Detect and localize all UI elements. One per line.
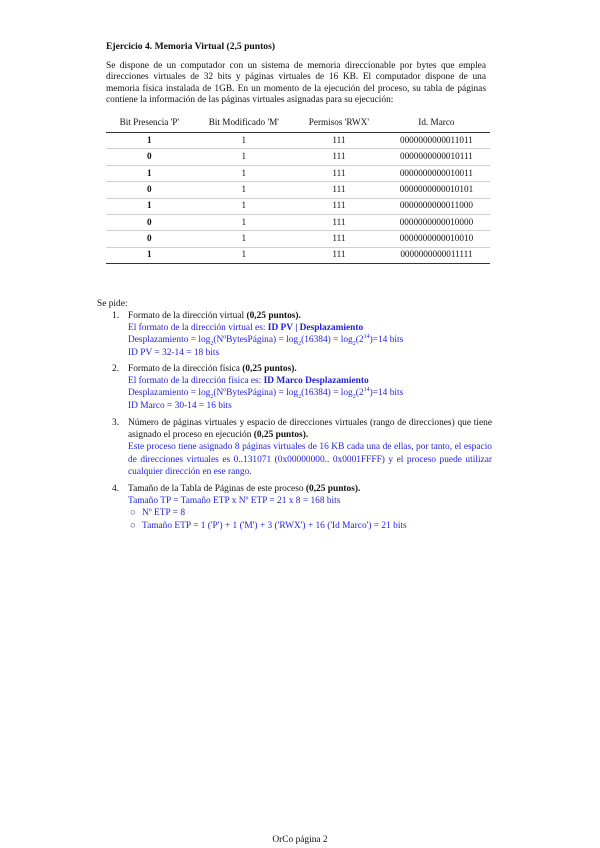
answer-line: Tamaño TP = Tamaño ETP x Nº ETP = 21 x 8 = 168 bits: [128, 496, 341, 507]
circle-bullet-icon: ○: [130, 520, 136, 531]
question-text: Formato de la dirección física (0,25 puntos).: [128, 364, 297, 374]
page-footer: OrCo página 2: [272, 835, 328, 845]
question-text: Tamaño de la Tabla de Páginas de este proceso (0,25 puntos).: [128, 484, 361, 494]
questions-heading: Se pide:: [97, 299, 128, 309]
answer-line: ID Marco = 30-14 = 16 bits: [128, 400, 232, 411]
table-row: [106, 198, 490, 214]
exercise-intro: Se dispone de un computador con un sistema de memoria direccionable por bytes que emplea direcciones virtuales de 32 bits y páginas virtuales de 16 KB. El computador dispone de una memoria física instalada de 1GB. En un momento de la ejecución del proceso, su tabla de páginas contiene la información de las páginas virtuales asignadas para su ejecución:: [106, 61, 486, 106]
table-row: [106, 149, 490, 165]
circle-bullet-icon: ○: [130, 508, 136, 519]
modified-cell: 1: [193, 198, 295, 214]
frame-id-cell: 0000000000011111: [383, 247, 490, 263]
permissions-cell: 111: [295, 133, 383, 149]
presence-cell: 1: [106, 165, 193, 181]
table-row: [106, 182, 490, 198]
table-row: [106, 165, 490, 181]
frame-id-cell: 0000000000010111: [383, 149, 490, 165]
header-frame-id: Id. Marco: [383, 114, 490, 133]
modified-cell: 1: [193, 182, 295, 198]
question-2: [112, 363, 492, 412]
question-number: 2.: [112, 364, 120, 374]
frame-id-cell: 0000000000011000: [383, 198, 490, 214]
frame-id-cell: 0000000000010010: [383, 231, 490, 247]
presence-cell: 1: [106, 198, 193, 214]
question-text: Formato de la dirección virtual (0,25 puntos).: [128, 311, 301, 321]
modified-cell: 1: [193, 149, 295, 165]
question-number: 3.: [112, 418, 120, 428]
presence-cell: 0: [106, 231, 193, 247]
question-number: 1.: [112, 311, 120, 321]
permissions-cell: 111: [295, 165, 383, 181]
answer-bullet: ○ Nº ETP = 8: [130, 508, 186, 519]
presence-cell: 1: [106, 133, 193, 149]
question-1: [112, 310, 492, 359]
answer-formula: Desplazamiento = $\log_2(NºBytesPágina) = \log_2(16384) = \log_2(2^{14})=14$ bits: [128, 387, 404, 401]
page-table-header-row: [106, 114, 490, 133]
question-4: [112, 483, 492, 532]
header-permissions: Permisos 'RWX': [295, 114, 383, 133]
modified-cell: 1: [193, 214, 295, 230]
modified-cell: 1: [193, 133, 295, 149]
answer-formula: Desplazamiento = $\log_2(NºBytesPágina) = \log_2(16384) = \log_2(2^{14})=14$ bits: [128, 334, 404, 348]
table-row: [106, 231, 490, 247]
question-number: 4.: [112, 484, 120, 494]
table-row: [106, 133, 490, 149]
answer-line: El formato de la dirección virtual es: ID PV | Desplazamiento: [128, 323, 364, 334]
modified-cell: 1: [193, 247, 295, 263]
table-row: [106, 214, 490, 230]
modified-cell: 1: [193, 165, 295, 181]
frame-id-cell: 0000000000010011: [383, 165, 490, 181]
presence-cell: 1: [106, 247, 193, 263]
permissions-cell: 111: [295, 247, 383, 263]
answer-line: ID PV = 32-14 = 18 bits: [128, 347, 220, 358]
presence-cell: 0: [106, 214, 193, 230]
answer-line: El formato de la dirección física es: ID Marco Desplazamiento: [128, 376, 369, 387]
presence-cell: 0: [106, 182, 193, 198]
permissions-cell: 111: [295, 149, 383, 165]
frame-id-cell: 0000000000010000: [383, 214, 490, 230]
permissions-cell: 111: [295, 182, 383, 198]
permissions-cell: 111: [295, 214, 383, 230]
permissions-cell: 111: [295, 231, 383, 247]
exercise-title: Ejercicio 4. Memoria Virtual (2,5 puntos): [106, 41, 276, 52]
answer-bullet: ○ Tamaño ETP = 1 ('P') + 1 ('M') + 3 ('RWX') + 16 ('Id Marco') = 21 bits: [130, 520, 407, 531]
modified-cell: 1: [193, 231, 295, 247]
page-table: [106, 114, 490, 264]
frame-id-cell: 0000000000011011: [383, 133, 490, 149]
permissions-cell: 111: [295, 198, 383, 214]
frame-id-cell: 0000000000010101: [383, 182, 490, 198]
header-modified-bit: Bit Modificado 'M': [193, 114, 295, 133]
table-row: [106, 247, 490, 263]
question-3: [112, 417, 492, 478]
question-text: Número de páginas virtuales y espacio de direcciones virtuales (rango de direcciones) que tiene asignado el proceso en ejecución (0,25 puntos).: [128, 418, 492, 441]
answer-paragraph: Este proceso tiene asignado 8 páginas virtuales de 16 KB cada una de ellas, por tanto, el espacio de direcciones virtuales es 0..131071 (0x00000000.. 0x0001FFFF) y el proceso puede utilizar cualquier dirección en ese rango.: [128, 442, 492, 477]
presence-cell: 0: [106, 149, 193, 165]
header-presence-bit: Bit Presencia 'P': [106, 114, 193, 133]
